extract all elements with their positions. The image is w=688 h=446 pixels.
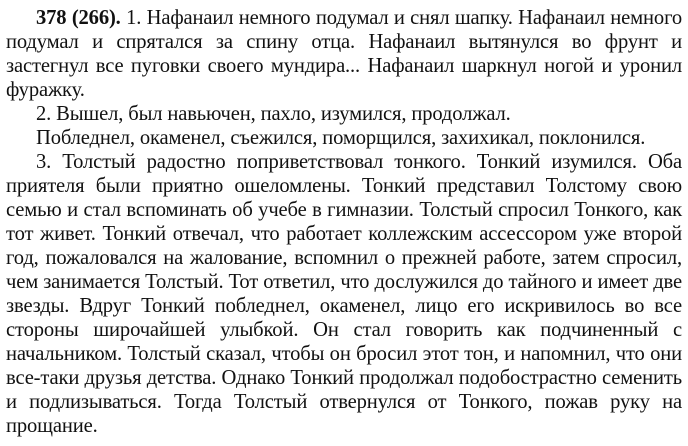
paragraph-4-text: 3. Толстый радостно поприветствовал тонкого. Тонкий изумился. Оба приятеля были приятно ошеломлены. Тонкий представил Толстому свою семью и стал вспоминать об учебе в гимназии. Толстый спросил Тонкого, как тот живет. Тонкий отвечал, что работает коллежским ассессором уже второй год, пожаловался на жалование, вспомнил о прежней работе, затем спросил, чем занимается Толстый. Тот ответил, что дослужился до тайного и имеет две звезды. Вдруг Тонкий побледнел, окаменел, лицо его искривилось во все стороны широчайшей улыбкой. Он стал говорить как подчиненный с начальником. Толстый сказал, чтобы он бросил этот тон, и напомнил, что они все-таки друзья детства. Однако Тонкий продолжал подобострастно семенить и подлизываться. Тогда Толстый отвернулся от Тонкого, пожав руку на прощание. <box>6 151 682 437</box>
paragraph-3-text: Побледнел, окаменел, съежился, поморщился, захихикал, поклонился. <box>36 127 646 149</box>
paragraph-1-text: 1. Нафанаил немного подумал и снял шапку. Нафанаил немного подумал и спрятался за спину отца. Нафанаил вытянулся во фрунт и застегнул все пуговки своего мундира... Нафанаил шаркнул ногой и уронил фуражку. <box>6 7 682 101</box>
paragraph-2 <box>6 102 682 126</box>
paragraph-2-text: 2. Вышел, был навьючен, пахло, изумился, продолжал. <box>36 103 511 125</box>
paragraph-3 <box>6 126 682 150</box>
exercise-number: 378 (266). <box>36 7 121 29</box>
paragraph-1 <box>6 6 682 102</box>
paragraph-4 <box>6 150 682 438</box>
